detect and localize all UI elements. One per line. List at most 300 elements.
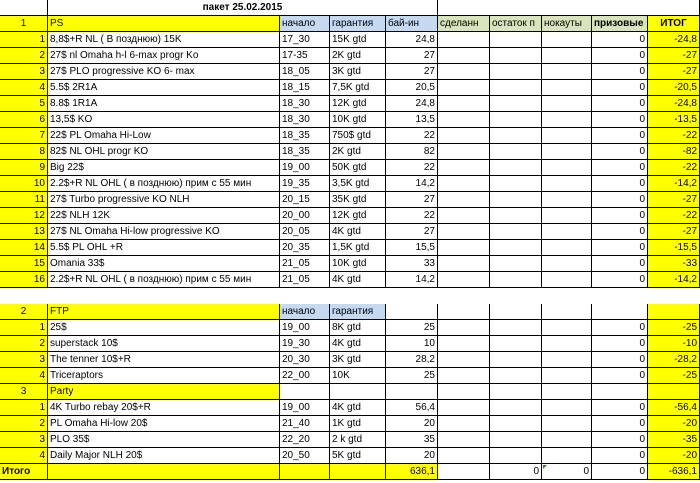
done-cell[interactable]	[438, 64, 490, 80]
done-cell[interactable]	[438, 240, 490, 256]
table-row	[0, 208, 700, 224]
header-guarantee[interactable]: гарантия	[330, 16, 386, 32]
remainder-cell[interactable]	[490, 432, 542, 448]
row-number[interactable]: 1	[0, 320, 48, 336]
start-time[interactable]: 18_15	[280, 80, 330, 96]
table-row	[0, 48, 700, 64]
header-remainder[interactable]: остаток п	[490, 16, 542, 32]
prizes[interactable]: 0	[592, 400, 648, 416]
done-cell[interactable]	[438, 336, 490, 352]
start-time[interactable]: 20_05	[280, 224, 330, 240]
row-number[interactable]: 13	[0, 224, 48, 240]
row-number[interactable]: 4	[0, 368, 48, 384]
guarantee[interactable]: 10K gtd	[330, 112, 386, 128]
knockouts-cell[interactable]	[542, 352, 592, 368]
guarantee[interactable]: 3K gtd	[330, 352, 386, 368]
remainder-cell[interactable]	[490, 272, 542, 288]
total[interactable]: -20	[648, 416, 700, 432]
blank-cell[interactable]	[542, 384, 592, 400]
prizes[interactable]: 0	[592, 96, 648, 112]
start-time[interactable]: 20_15	[280, 192, 330, 208]
tournament-name[interactable]: Big 22$	[48, 160, 280, 176]
blank-cell[interactable]	[0, 0, 48, 16]
buyin[interactable]: 15,5	[386, 240, 438, 256]
prizes[interactable]: 0	[592, 192, 648, 208]
totals-label[interactable]: Итого	[0, 464, 48, 480]
remainder-cell[interactable]	[490, 320, 542, 336]
guarantee[interactable]: 3K gtd	[330, 64, 386, 80]
guarantee[interactable]: 10K	[330, 368, 386, 384]
section-index[interactable]: 1	[0, 16, 48, 32]
section-index[interactable]: 2	[0, 304, 48, 320]
blank-cell[interactable]	[542, 304, 592, 320]
prizes[interactable]: 0	[592, 32, 648, 48]
buyin[interactable]: 25	[386, 368, 438, 384]
done-cell[interactable]	[438, 80, 490, 96]
guarantee[interactable]: 2K gtd	[330, 48, 386, 64]
buyin[interactable]: 28,2	[386, 352, 438, 368]
tournament-name[interactable]: 22$ PL Omaha Hi-Low	[48, 128, 280, 144]
totals-remainder[interactable]: 0	[490, 464, 542, 480]
prizes[interactable]: 0	[592, 224, 648, 240]
sheet-title[interactable]: пакет 25.02.2015	[48, 0, 438, 16]
row-number[interactable]: 16	[0, 272, 48, 288]
buyin[interactable]: 27	[386, 192, 438, 208]
row-number[interactable]: 8	[0, 144, 48, 160]
prizes[interactable]: 0	[592, 144, 648, 160]
blank-cell[interactable]	[48, 464, 280, 480]
remainder-cell[interactable]	[490, 352, 542, 368]
row-number[interactable]: 1	[0, 32, 48, 48]
tournament-name[interactable]: 5.5$ 2R1A	[48, 80, 280, 96]
start-time[interactable]: 20_30	[280, 352, 330, 368]
buyin[interactable]: 56,4	[386, 400, 438, 416]
start-time[interactable]: 18_05	[280, 64, 330, 80]
section-header-row	[0, 384, 700, 400]
table-row	[0, 144, 700, 160]
blank-cell[interactable]	[592, 304, 648, 320]
done-cell[interactable]	[438, 176, 490, 192]
knockouts-cell[interactable]	[542, 192, 592, 208]
buyin[interactable]: 27	[386, 224, 438, 240]
row-number[interactable]: 15	[0, 256, 48, 272]
blank-cell[interactable]	[330, 464, 386, 480]
start-time[interactable]: 21_40	[280, 416, 330, 432]
total[interactable]: -24,8	[648, 96, 700, 112]
done-cell[interactable]	[438, 112, 490, 128]
row-number[interactable]: 3	[0, 432, 48, 448]
done-cell[interactable]	[438, 432, 490, 448]
total[interactable]: -27	[648, 64, 700, 80]
buyin[interactable]: 14,2	[386, 176, 438, 192]
tournament-name[interactable]: 2.2$+R NL OHL ( в позднюю) прим с 55 мин	[48, 272, 280, 288]
start-time[interactable]: 17-35	[280, 48, 330, 64]
start-time[interactable]: 20_35	[280, 240, 330, 256]
buyin[interactable]: 24,8	[386, 96, 438, 112]
remainder-cell[interactable]	[490, 192, 542, 208]
done-cell[interactable]	[438, 320, 490, 336]
section-index[interactable]: 3	[0, 384, 48, 400]
table-row	[0, 320, 700, 336]
total[interactable]: -27	[648, 48, 700, 64]
blank-cell[interactable]	[280, 464, 330, 480]
remainder-cell[interactable]	[490, 448, 542, 464]
tournament-name[interactable]: 8,8$+R NL ( В позднюю) 15K	[48, 32, 280, 48]
knockouts-cell[interactable]	[542, 128, 592, 144]
done-cell[interactable]	[438, 400, 490, 416]
guarantee[interactable]: 5K gtd	[330, 448, 386, 464]
total[interactable]: -56,4	[648, 400, 700, 416]
start-time[interactable]: 20_00	[280, 208, 330, 224]
buyin[interactable]: 10	[386, 336, 438, 352]
knockouts-cell[interactable]	[542, 144, 592, 160]
total[interactable]: -35	[648, 432, 700, 448]
remainder-cell[interactable]	[490, 48, 542, 64]
table-row	[0, 432, 700, 448]
guarantee[interactable]: 4K gtd	[330, 400, 386, 416]
table-row	[0, 336, 700, 352]
done-cell[interactable]	[438, 48, 490, 64]
tournament-name[interactable]: Triceraptors	[48, 368, 280, 384]
start-time[interactable]: 19_00	[280, 400, 330, 416]
total[interactable]: -25	[648, 368, 700, 384]
tournament-name[interactable]: 27$ nl Omaha h-l 6-max progr Ko	[48, 48, 280, 64]
knockouts-cell[interactable]	[542, 256, 592, 272]
header-buyin[interactable]: бай-ин	[386, 16, 438, 32]
remainder-cell[interactable]	[490, 144, 542, 160]
total[interactable]: -14,2	[648, 176, 700, 192]
remainder-cell[interactable]	[490, 208, 542, 224]
guarantee[interactable]: 1,5K gtd	[330, 240, 386, 256]
start-time[interactable]: 22_00	[280, 368, 330, 384]
title-row	[0, 0, 700, 16]
row-number[interactable]: 6	[0, 112, 48, 128]
tournament-name[interactable]: 25$	[48, 320, 280, 336]
tournament-name[interactable]: PL Omaha Hi-low 20$	[48, 416, 280, 432]
knockouts-cell[interactable]	[542, 240, 592, 256]
prizes[interactable]: 0	[592, 160, 648, 176]
guarantee[interactable]: 12K gtd	[330, 96, 386, 112]
blank-cell[interactable]	[648, 384, 700, 400]
prizes[interactable]: 0	[592, 336, 648, 352]
done-cell[interactable]	[438, 96, 490, 112]
row-number[interactable]: 14	[0, 240, 48, 256]
knockouts-cell[interactable]	[542, 432, 592, 448]
total[interactable]: -33	[648, 256, 700, 272]
knockouts-cell[interactable]	[542, 448, 592, 464]
knockouts-cell[interactable]	[542, 160, 592, 176]
section-name[interactable]: FTP	[48, 304, 280, 320]
totals-row	[0, 464, 700, 480]
blank-cell[interactable]	[490, 384, 542, 400]
total[interactable]: -22	[648, 160, 700, 176]
buyin[interactable]: 25	[386, 320, 438, 336]
tournament-name[interactable]: Omania 33$	[48, 256, 280, 272]
tournament-name[interactable]: 5.5$ PL OHL +R	[48, 240, 280, 256]
section-name[interactable]: PS	[48, 16, 280, 32]
remainder-cell[interactable]	[490, 96, 542, 112]
buyin[interactable]: 27	[386, 64, 438, 80]
knockouts-cell[interactable]	[542, 32, 592, 48]
guarantee[interactable]: 8K gtd	[330, 320, 386, 336]
done-cell[interactable]	[438, 32, 490, 48]
header-done[interactable]: сделанн	[438, 16, 490, 32]
table-row	[0, 176, 700, 192]
start-time[interactable]: 19_00	[280, 320, 330, 336]
done-cell[interactable]	[438, 352, 490, 368]
remainder-cell[interactable]	[490, 64, 542, 80]
total[interactable]: -20,5	[648, 80, 700, 96]
guarantee[interactable]: 750$ gtd	[330, 128, 386, 144]
comment-marker-icon	[543, 465, 547, 469]
blank-cell[interactable]	[386, 384, 438, 400]
start-time[interactable]: 17_30	[280, 32, 330, 48]
total[interactable]: -20	[648, 448, 700, 464]
total[interactable]: -27	[648, 192, 700, 208]
total[interactable]: -25	[648, 320, 700, 336]
blank-cell[interactable]	[592, 384, 648, 400]
total[interactable]: -22	[648, 128, 700, 144]
knockouts-cell[interactable]	[542, 368, 592, 384]
buyin[interactable]: 35	[386, 432, 438, 448]
header-start[interactable]: начало	[280, 304, 330, 320]
remainder-cell[interactable]	[490, 400, 542, 416]
done-cell[interactable]	[438, 128, 490, 144]
row-number[interactable]: 10	[0, 176, 48, 192]
guarantee[interactable]: 12K gtd	[330, 208, 386, 224]
buyin[interactable]: 82	[386, 144, 438, 160]
section-header-row	[0, 304, 700, 320]
knockouts-cell[interactable]	[542, 48, 592, 64]
buyin[interactable]: 22	[386, 128, 438, 144]
prizes[interactable]: 0	[592, 48, 648, 64]
prizes[interactable]: 0	[592, 272, 648, 288]
tournament-name[interactable]: 2.2$+R NL OHL ( в позднюю) прим с 55 мин	[48, 176, 280, 192]
prizes[interactable]: 0	[592, 256, 648, 272]
prizes[interactable]: 0	[592, 128, 648, 144]
remainder-cell[interactable]	[490, 112, 542, 128]
start-time[interactable]: 20_50	[280, 448, 330, 464]
total[interactable]: -22	[648, 208, 700, 224]
guarantee[interactable]: 4K gtd	[330, 224, 386, 240]
prizes[interactable]: 0	[592, 240, 648, 256]
tournament-name[interactable]: superstack 10$	[48, 336, 280, 352]
table-row	[0, 80, 700, 96]
prizes[interactable]: 0	[592, 320, 648, 336]
total[interactable]: -15,5	[648, 240, 700, 256]
prizes[interactable]: 0	[592, 112, 648, 128]
remainder-cell[interactable]	[490, 160, 542, 176]
prizes[interactable]: 0	[592, 208, 648, 224]
blank-cell[interactable]	[438, 464, 490, 480]
row-number[interactable]: 2	[0, 336, 48, 352]
start-time[interactable]: 22_20	[280, 432, 330, 448]
buyin[interactable]: 22	[386, 208, 438, 224]
buyin[interactable]: 13,5	[386, 112, 438, 128]
done-cell[interactable]	[438, 272, 490, 288]
buyin[interactable]: 20	[386, 448, 438, 464]
blank-cell[interactable]	[648, 304, 700, 320]
row-number[interactable]: 3	[0, 352, 48, 368]
knockouts-cell[interactable]	[542, 112, 592, 128]
remainder-cell[interactable]	[490, 224, 542, 240]
tournament-name[interactable]: 13,5$ KO	[48, 112, 280, 128]
done-cell[interactable]	[438, 256, 490, 272]
total[interactable]: -82	[648, 144, 700, 160]
guarantee[interactable]: 2K gtd	[330, 144, 386, 160]
row-number[interactable]: 2	[0, 48, 48, 64]
header-guarantee[interactable]: гарантия	[330, 304, 386, 320]
tournament-name[interactable]: The tenner 10$+R	[48, 352, 280, 368]
knockouts-cell[interactable]	[542, 336, 592, 352]
prizes[interactable]: 0	[592, 64, 648, 80]
totals-knockouts[interactable]	[542, 464, 592, 480]
row-number[interactable]: 3	[0, 64, 48, 80]
done-cell[interactable]	[438, 160, 490, 176]
remainder-cell[interactable]	[490, 240, 542, 256]
row-number[interactable]: 9	[0, 160, 48, 176]
buyin[interactable]: 20	[386, 416, 438, 432]
buyin[interactable]: 24,8	[386, 32, 438, 48]
table-row	[0, 272, 700, 288]
table-row	[0, 400, 700, 416]
buyin[interactable]: 14,2	[386, 272, 438, 288]
remainder-cell[interactable]	[490, 368, 542, 384]
prizes[interactable]: 0	[592, 432, 648, 448]
remainder-cell[interactable]	[490, 416, 542, 432]
remainder-cell[interactable]	[490, 32, 542, 48]
tournament-name[interactable]: 8.8$ 1R1A	[48, 96, 280, 112]
start-time[interactable]: 21_05	[280, 256, 330, 272]
blank-cell[interactable]	[490, 304, 542, 320]
totals-buyin[interactable]: 636,1	[386, 464, 438, 480]
knockouts-cell[interactable]	[542, 272, 592, 288]
knockouts-cell[interactable]	[542, 416, 592, 432]
start-time[interactable]: 18_35	[280, 128, 330, 144]
guarantee[interactable]: 1K gtd	[330, 416, 386, 432]
blank-cell[interactable]	[438, 0, 700, 16]
section-name[interactable]: Party	[48, 384, 280, 400]
knockouts-cell[interactable]	[542, 80, 592, 96]
start-time[interactable]: 19_00	[280, 160, 330, 176]
done-cell[interactable]	[438, 208, 490, 224]
header-start[interactable]: начало	[280, 16, 330, 32]
header-total[interactable]: ИТОГ	[648, 16, 700, 32]
buyin[interactable]: 33	[386, 256, 438, 272]
row-number[interactable]: 2	[0, 416, 48, 432]
row-number[interactable]: 4	[0, 448, 48, 464]
knockouts-cell[interactable]	[542, 400, 592, 416]
guarantee[interactable]: 2 k gtd	[330, 432, 386, 448]
row-number[interactable]: 11	[0, 192, 48, 208]
tournament-name[interactable]: Daily Major NLH 20$	[48, 448, 280, 464]
remainder-cell[interactable]	[490, 128, 542, 144]
total[interactable]: -28,2	[648, 352, 700, 368]
start-time[interactable]: 18_35	[280, 144, 330, 160]
knockouts-cell[interactable]	[542, 176, 592, 192]
start-time[interactable]: 19_35	[280, 176, 330, 192]
tournament-name[interactable]: 27$ Turbo progressive KO NLH	[48, 192, 280, 208]
tournament-name[interactable]: 27$ NL Omaha Hi-low progressive KO	[48, 224, 280, 240]
done-cell[interactable]	[438, 224, 490, 240]
done-cell[interactable]	[438, 416, 490, 432]
tournament-name[interactable]: 22$ NLH 12K	[48, 208, 280, 224]
row-number[interactable]: 7	[0, 128, 48, 144]
guarantee[interactable]: 4K gtd	[330, 272, 386, 288]
knockouts-cell[interactable]	[542, 64, 592, 80]
row-number[interactable]: 1	[0, 400, 48, 416]
done-cell[interactable]	[438, 144, 490, 160]
prizes[interactable]: 0	[592, 448, 648, 464]
tournament-name[interactable]: 4K Turbo rebay 20$+R	[48, 400, 280, 416]
knockouts-cell[interactable]	[542, 224, 592, 240]
row-number[interactable]: 5	[0, 96, 48, 112]
totals-prizes[interactable]: 0	[592, 464, 648, 480]
start-time[interactable]: 19_30	[280, 336, 330, 352]
table-row	[0, 352, 700, 368]
knockouts-cell[interactable]	[542, 208, 592, 224]
total[interactable]: -14,2	[648, 272, 700, 288]
start-time[interactable]: 21_05	[280, 272, 330, 288]
guarantee[interactable]: 4K gtd	[330, 336, 386, 352]
knockouts-cell[interactable]	[542, 96, 592, 112]
tournament-name[interactable]: 27$ PLO progressive KO 6- max	[48, 64, 280, 80]
tournament-name[interactable]: 82$ NL OHL progr KO	[48, 144, 280, 160]
guarantee[interactable]: 15K gtd	[330, 32, 386, 48]
row-number[interactable]: 4	[0, 80, 48, 96]
prizes[interactable]: 0	[592, 416, 648, 432]
tournament-name[interactable]: PLO 35$	[48, 432, 280, 448]
start-time[interactable]: 18_30	[280, 112, 330, 128]
total[interactable]: -10	[648, 336, 700, 352]
row-number[interactable]: 12	[0, 208, 48, 224]
start-time[interactable]: 18_30	[280, 96, 330, 112]
table-row	[0, 240, 700, 256]
totals-total[interactable]: -636,1	[648, 464, 700, 480]
header-knockouts[interactable]: нокауты	[542, 16, 592, 32]
total[interactable]: -13,5	[648, 112, 700, 128]
header-prizes[interactable]: призовые	[592, 16, 648, 32]
guarantee[interactable]: 3,5K gtd	[330, 176, 386, 192]
blank-cell[interactable]	[438, 304, 490, 320]
guarantee[interactable]: 7,5K gtd	[330, 80, 386, 96]
done-cell[interactable]	[438, 448, 490, 464]
done-cell[interactable]	[438, 368, 490, 384]
blank-cell[interactable]	[438, 384, 490, 400]
remainder-cell[interactable]	[490, 80, 542, 96]
guarantee[interactable]: 35K gtd	[330, 192, 386, 208]
prizes[interactable]: 0	[592, 352, 648, 368]
prizes[interactable]: 0	[592, 368, 648, 384]
blank-cell[interactable]	[386, 304, 438, 320]
done-cell[interactable]	[438, 192, 490, 208]
buyin[interactable]: 22	[386, 160, 438, 176]
total[interactable]: -24,8	[648, 32, 700, 48]
remainder-cell[interactable]	[490, 256, 542, 272]
remainder-cell[interactable]	[490, 336, 542, 352]
buyin[interactable]: 27	[386, 48, 438, 64]
remainder-cell[interactable]	[490, 176, 542, 192]
prizes[interactable]: 0	[592, 80, 648, 96]
guarantee[interactable]: 50K gtd	[330, 160, 386, 176]
total[interactable]: -27	[648, 224, 700, 240]
knockouts-cell[interactable]	[542, 320, 592, 336]
blank-cell[interactable]	[330, 384, 386, 400]
guarantee[interactable]: 10K gtd	[330, 256, 386, 272]
buyin[interactable]: 20,5	[386, 80, 438, 96]
prizes[interactable]: 0	[592, 176, 648, 192]
blank-cell[interactable]	[280, 384, 330, 400]
